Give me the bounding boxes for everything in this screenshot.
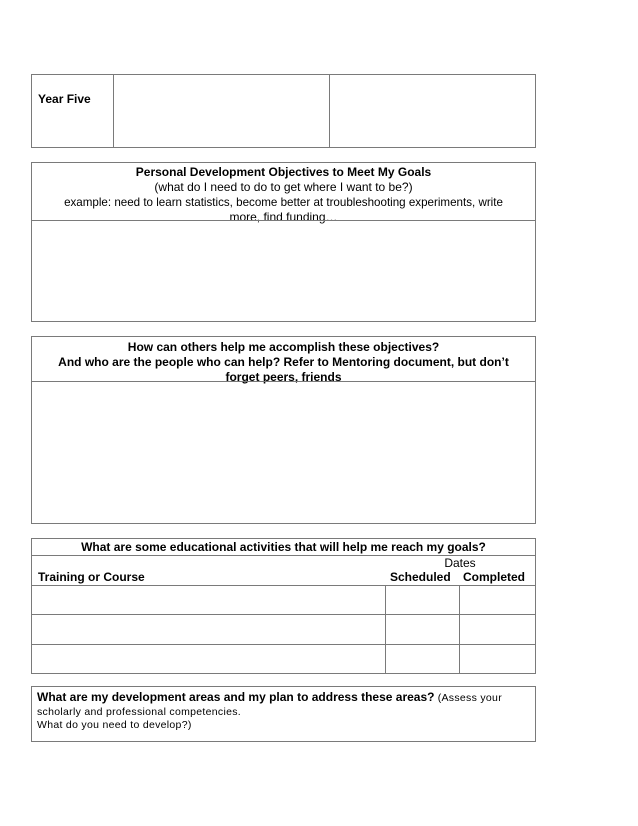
development-section [31,686,536,742]
year-label: Year Five [38,92,91,106]
year-cell-1[interactable] [114,75,329,147]
help-question-line1: How can others help me accomplish these objectives? [127,340,440,354]
help-question-line3: forget peers, friends [225,370,342,384]
objectives-section [31,162,536,322]
year-cell-2[interactable] [330,75,535,147]
help-section [31,336,536,524]
training-cell-row1[interactable] [32,586,385,614]
training-cell-row2[interactable] [32,615,385,644]
objectives-subtitle: (what do I need to do to get where I want to be?) [154,180,413,194]
development-note-line3: What do you need to develop?) [37,719,192,731]
activities-title: What are some educational activities that will help me reach my goals? [81,540,486,554]
objectives-title: Personal Development Objectives to Meet My Goals [135,165,432,179]
col-header-completed: Completed [463,570,526,584]
scheduled-cell-row3[interactable] [386,645,459,673]
col-header-training: Training or Course [38,570,145,584]
help-question-line2: And who are the people who can help? Refer to Mentoring document, but don’t [58,355,509,369]
training-cell-row3[interactable] [32,645,385,673]
scheduled-cell-row2[interactable] [386,615,459,644]
completed-cell-row1[interactable] [460,586,535,614]
objectives-answer-area[interactable] [32,221,535,321]
scheduled-cell-row1[interactable] [386,586,459,614]
development-question-bold: What are my development areas and my plan to address these areas? [37,690,435,704]
help-answer-area[interactable] [32,382,535,523]
completed-cell-row2[interactable] [460,615,535,644]
development-note-line2: scholarly and professional competencies. [37,706,242,718]
activities-table [31,538,536,674]
objectives-example: example: need to learn statistics, become better at troubleshooting experiments, write [64,196,503,209]
col-header-scheduled: Scheduled [390,570,451,584]
objectives-example-cont: more, find funding… [229,210,338,224]
completed-cell-row3[interactable] [460,645,535,673]
year-five-table [31,74,536,148]
development-question-note: (Assess your [434,692,502,704]
dates-label: Dates [444,556,476,570]
development-question [37,690,502,706]
